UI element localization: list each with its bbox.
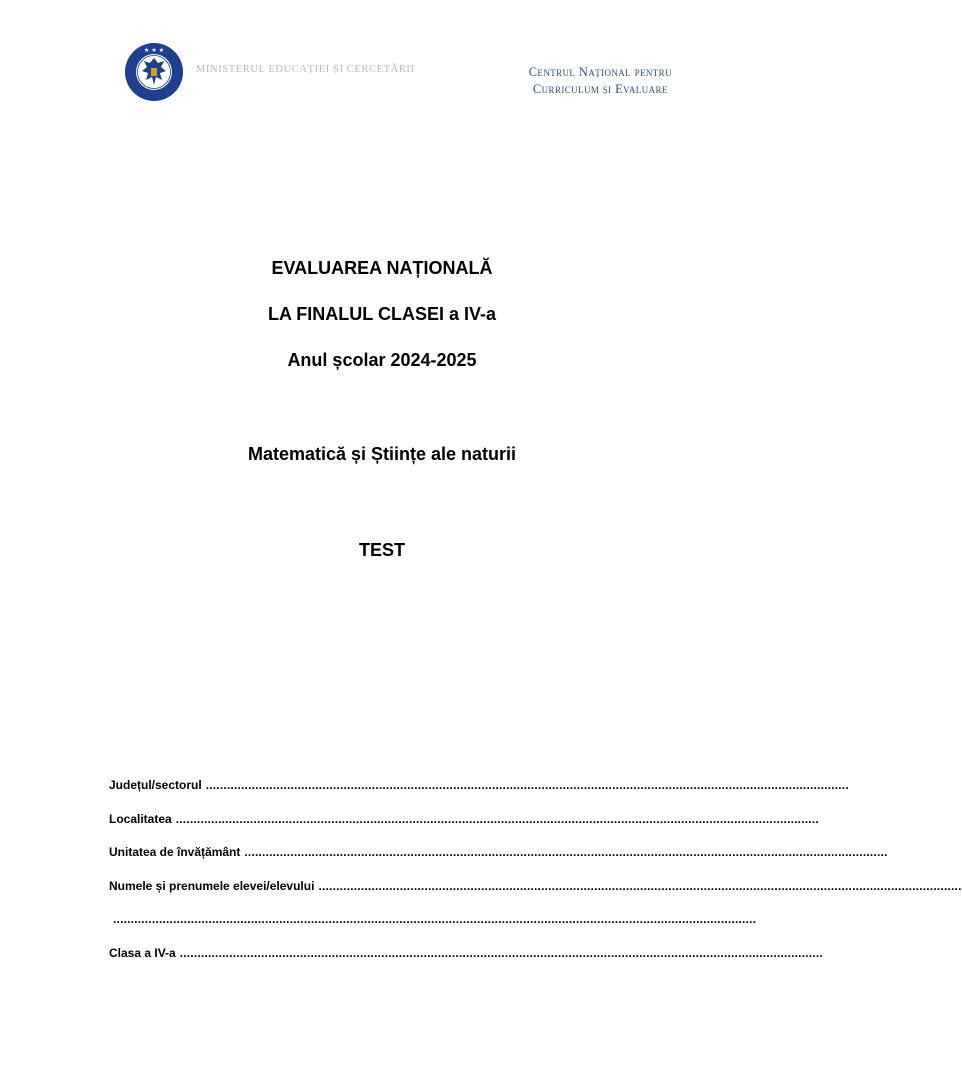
- document-header: [0, 0, 764, 120]
- localitate-label: Localitatea: [109, 811, 172, 826]
- student-info-form: [109, 778, 962, 980]
- government-seal-icon: [124, 42, 184, 102]
- cnce-line-1: Centrul Național pentru: [528, 65, 672, 79]
- clasa-dots: ......................................................................................................................................................................................: [179, 945, 823, 960]
- exam-title: EVALUAREA NAȚIONALĂ: [271, 258, 493, 278]
- subject-title: Matematică și Științe ale naturii: [247, 444, 517, 464]
- clasa-label: Clasa a IV-a: [109, 945, 176, 960]
- nume-dots: ......................................................................................................................................................................................: [318, 878, 962, 893]
- unitate-field[interactable]: [109, 845, 888, 879]
- svg-text:★ ★ ★: ★ ★ ★: [143, 47, 165, 54]
- clasa-field[interactable]: [109, 945, 823, 980]
- cnce-line-2: Curriculum și Evaluare: [532, 82, 668, 96]
- judet-field[interactable]: [109, 778, 849, 812]
- unitate-label: Unitatea de învățământ: [109, 845, 241, 860]
- exam-grade: LA FINALUL CLASEI a IV-a: [267, 304, 497, 324]
- nume-field[interactable]: [109, 878, 962, 913]
- nume-label: Numele și prenumele elevei/elevului: [109, 878, 315, 893]
- unitate-dots: ......................................................................................................................................................................................: [244, 845, 888, 860]
- judet-dots: ......................................................................................................................................................................................: [205, 778, 849, 792]
- localitate-dots: ......................................................................................................................................................................................: [175, 811, 819, 826]
- school-year: Anul școlar 2024-2025: [287, 350, 477, 370]
- nume-continuation-field[interactable]: [109, 912, 757, 946]
- test-label: TEST: [358, 540, 405, 560]
- judet-label: Județul/sectorul: [109, 778, 202, 792]
- ministry-name: MINISTERUL EDUCAȚIEI ȘI CERCETĂRII: [196, 64, 415, 75]
- cnce-name: [529, 64, 672, 98]
- localitate-field[interactable]: [109, 811, 819, 846]
- nume-continuation-dots: ......................................................................................................................................................................................: [113, 912, 757, 927]
